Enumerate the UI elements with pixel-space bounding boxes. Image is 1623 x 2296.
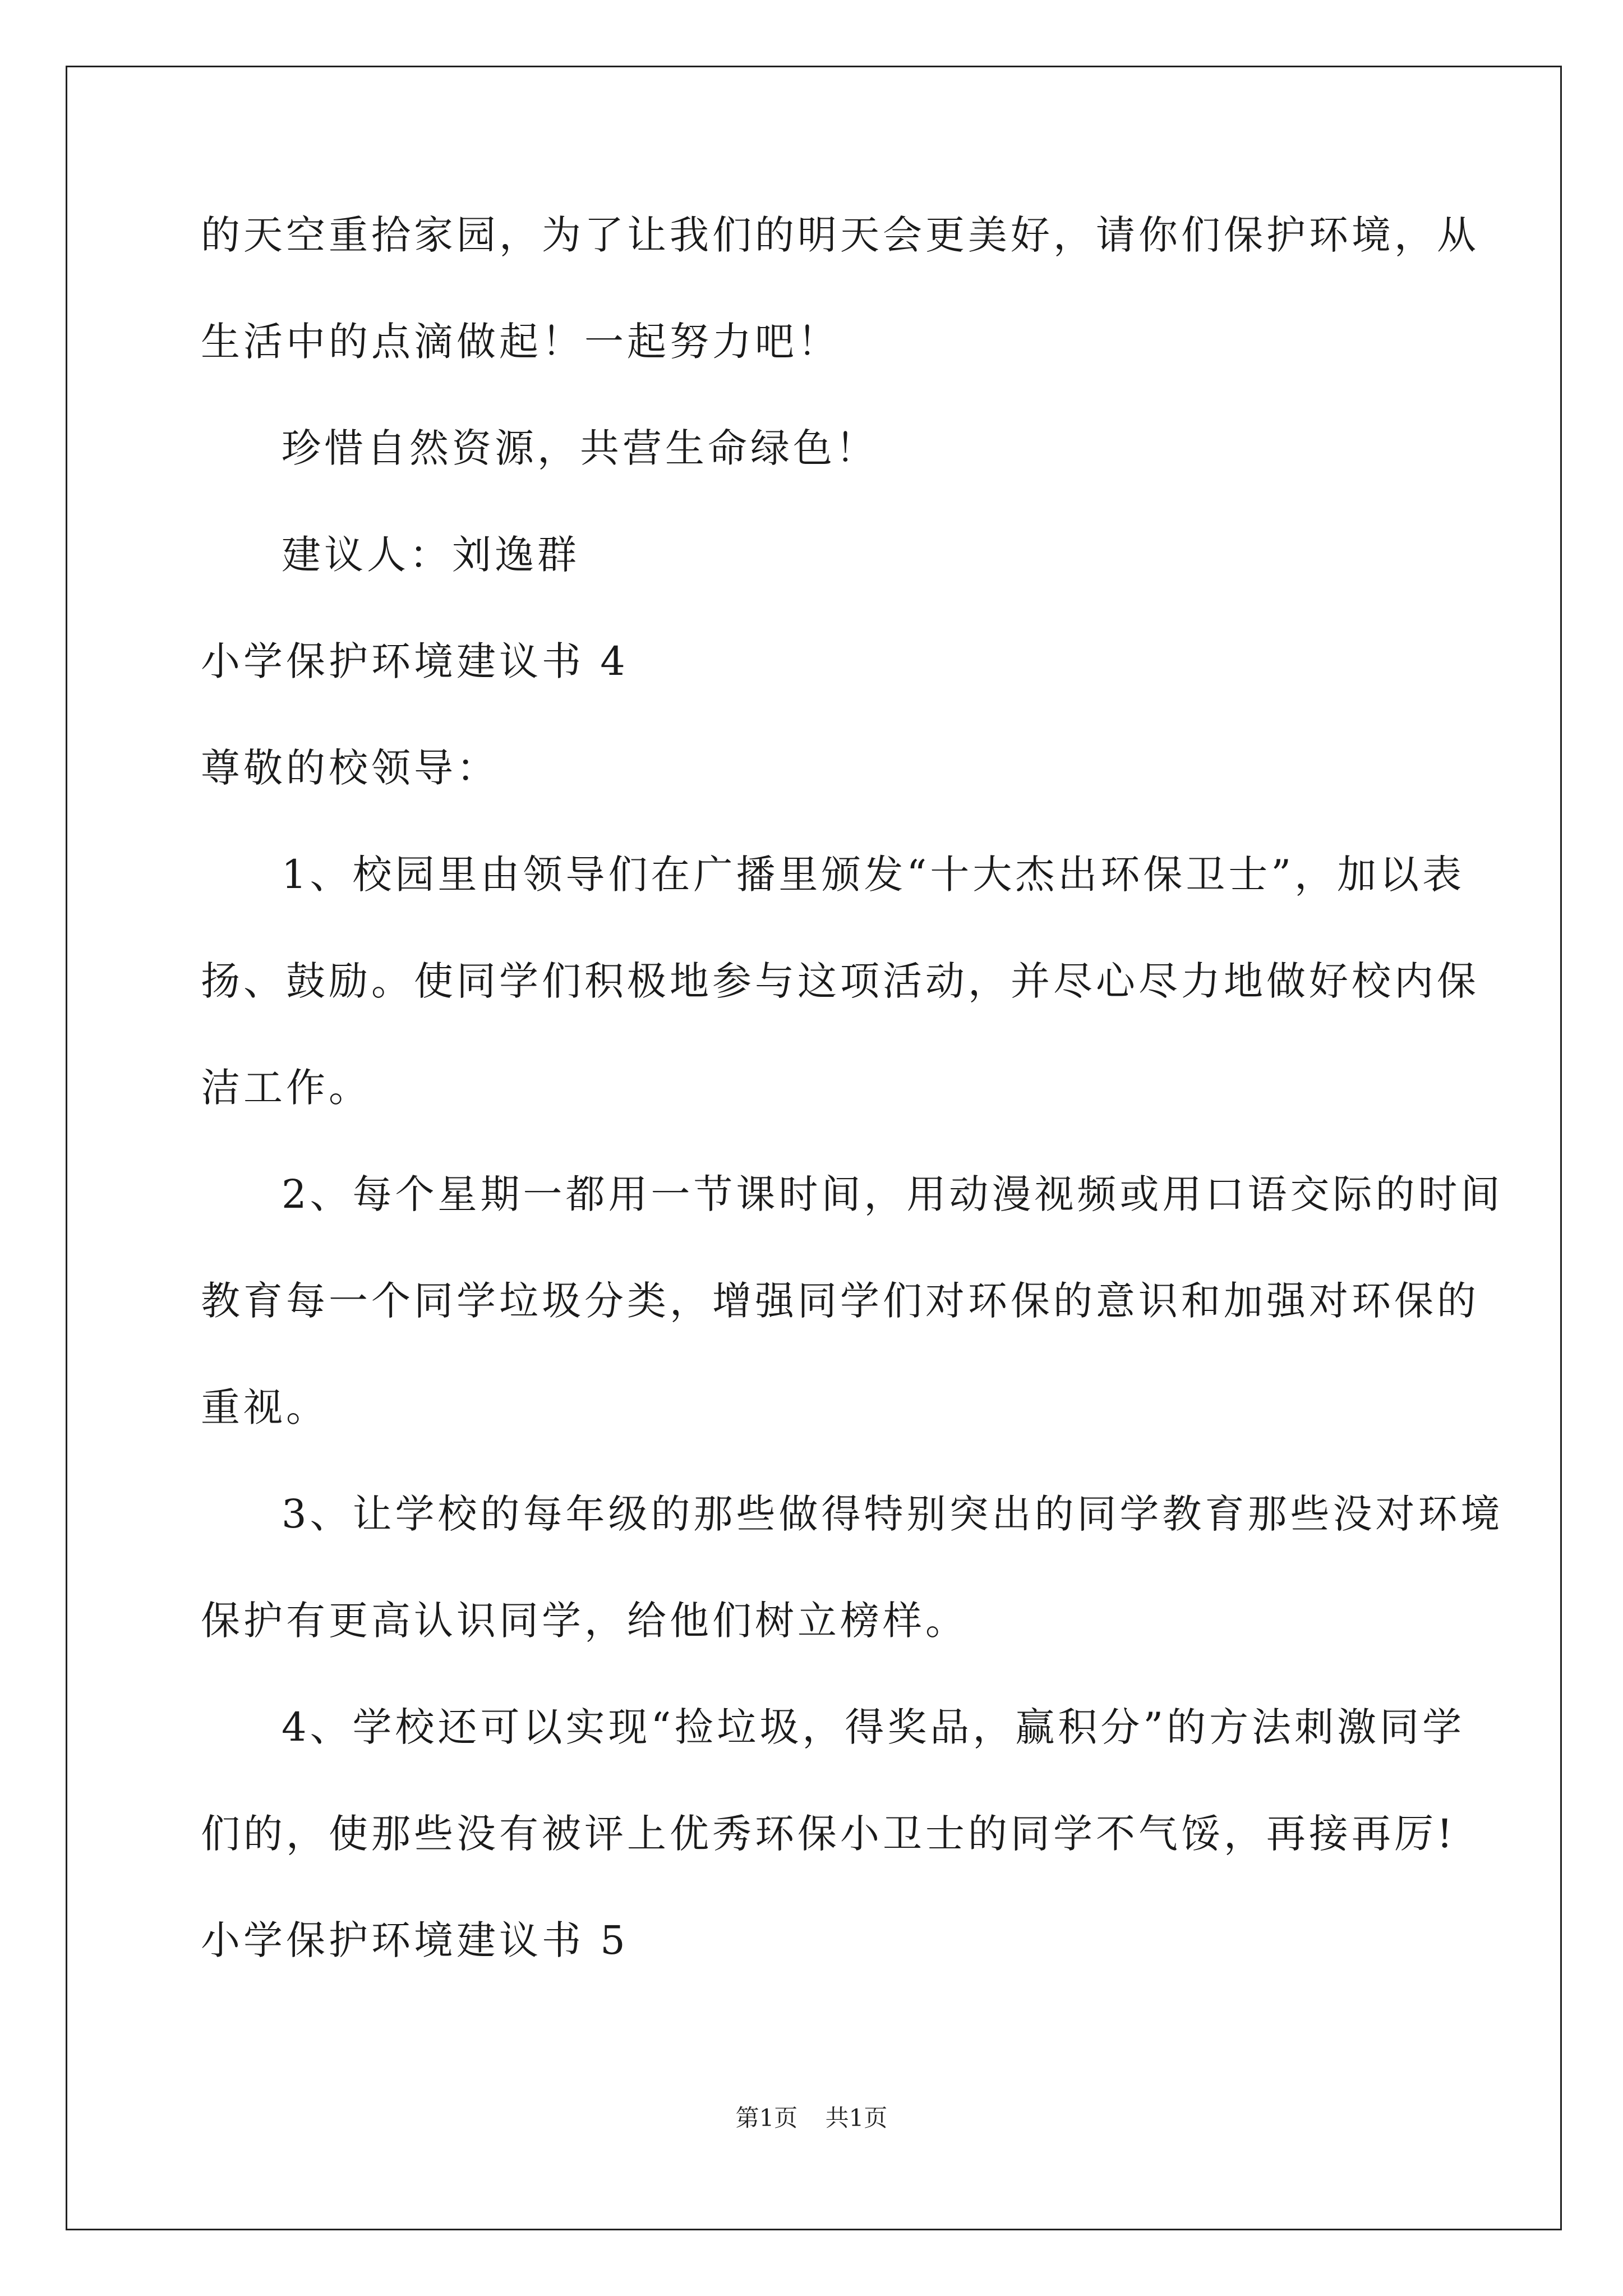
signature-line: 建议人：刘逸群 (282, 532, 580, 578)
slogan-line: 珍惜自然资源，共营生命绿色！ (282, 425, 878, 471)
text-line: 们的，使那些没有被评上优秀环保小卫士的同学不气馁，再接再厉! (201, 1811, 1456, 1857)
text-line: 扬、鼓励。使同学们积极地参与这项活动，并尽心尽力地做好校内保 (201, 958, 1479, 1004)
text-line: 4、学校还可以实现“捡垃圾，得奖品，赢积分”的方法刺激同学 (282, 1704, 1465, 1750)
text-line: 生活中的点滴做起！一起努力吧！ (201, 319, 840, 365)
section-heading: 小学保护环境建议书 4 (201, 638, 629, 684)
text-line: 洁工作。 (201, 1065, 371, 1111)
text-line: 重视。 (201, 1384, 329, 1430)
text-line: 1、校园里由领导们在广播里颁发“十大杰出环保卫士”，加以表 (282, 852, 1465, 898)
text-line: 2、每个星期一都用一节课时间，用动漫视频或用口语交际的时间 (282, 1171, 1504, 1217)
text-line: 教育每一个同学垃圾分类，增强同学们对环保的意识和加强对环保的 (201, 1278, 1479, 1324)
text-line: 保护有更高认识同学，给他们树立榜样。 (201, 1598, 968, 1644)
page-footer (0, 2102, 1623, 2134)
text-line: 的天空重拾家园，为了让我们的明天会更美好，请你们保护环境，从 (201, 212, 1479, 258)
section-heading: 小学保护环境建议书 5 (201, 1917, 629, 1963)
page-total: 共1页 (825, 2104, 888, 2132)
salutation: 尊敬的校领导： (201, 745, 499, 791)
page-number: 第1页 (735, 2104, 798, 2132)
text-line: 3、让学校的每年级的那些做得特别突出的同学教育那些没对环境 (282, 1491, 1504, 1537)
document-body (201, 208, 1504, 2019)
